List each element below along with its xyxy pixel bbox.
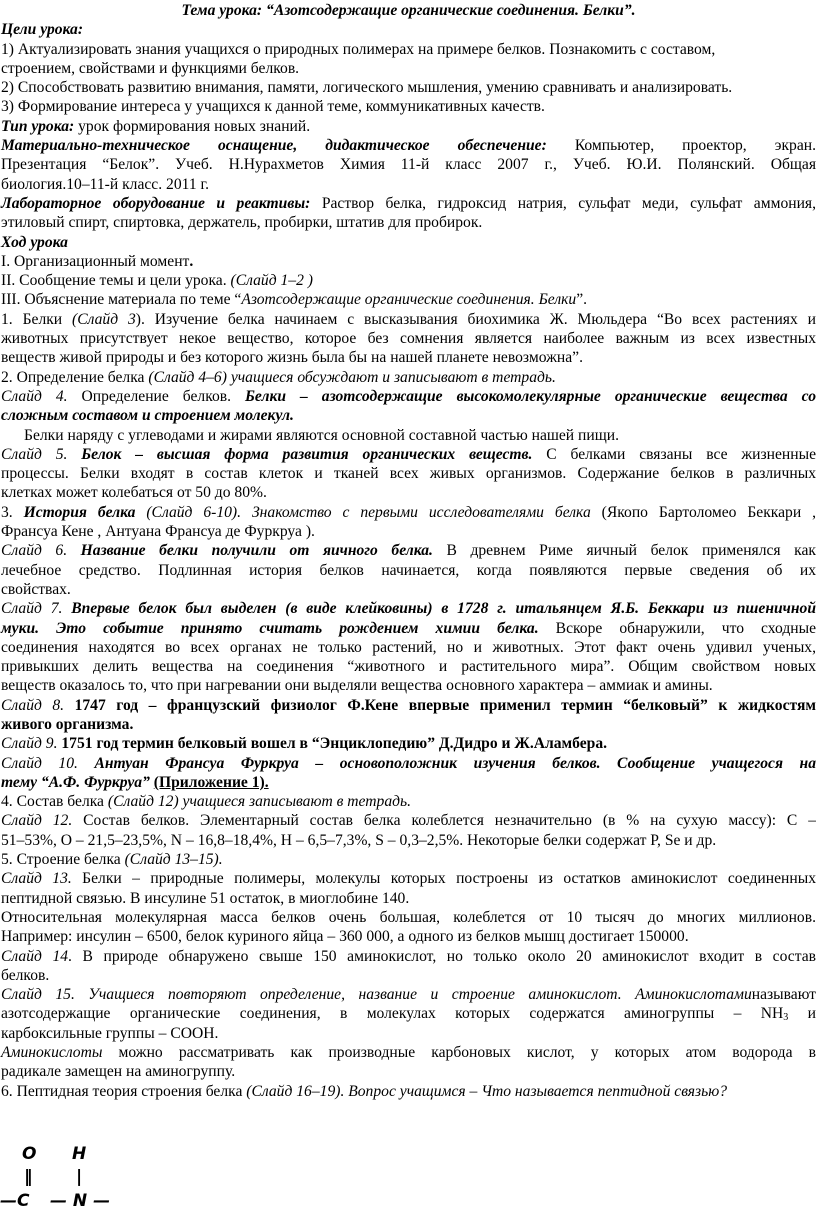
lab-line-1 <box>0 194 816 213</box>
lab-line-2: этиловый спирт, спиртовка, держатель, пробирки, штатив для пробирок. <box>1 214 483 232</box>
stage-3-end: ”. <box>576 291 588 309</box>
stage-1-dot: . <box>189 252 194 270</box>
peptide-bond-formula <box>0 1143 120 1214</box>
slide13-line-4: Например: инсулин – 6500, белок куриного яйца – 360 000, а одного из белков мышц достигает 150000. <box>1 928 689 946</box>
belki-line-2: животных присутствует некое вещество, которое без сомнения является наиболее важным из всех известных <box>1 330 816 348</box>
slide15-line-2 <box>0 1004 816 1023</box>
formula-nitrogen: — N — <box>50 1191 111 1211</box>
slide-13-text: Белки – природные полимеры, молекулы которых построены из остатков аминокислот соединенных <box>71 870 816 888</box>
belki-line-1 <box>0 310 816 329</box>
appendix-link[interactable]: (Приложение 1). <box>153 773 269 791</box>
definition-line-1 <box>0 368 816 387</box>
goal-1-line-1: 1) Актуализировать знания учащихся о природных полимерах на примере белков. Познакомить с составом, <box>1 40 716 58</box>
slide7-line-3: соединения находятся во всех органах не только растений, но и животных. Этот факт очень удивил ученых, <box>1 638 816 656</box>
belki-line-3: веществ живой природы и без которого жизнь была бы на нашей планете невозможна”. <box>1 349 583 367</box>
goal-1-line-2: строением, свойствами и функциями белков. <box>1 59 300 77</box>
structure-slide-note: (Слайд 13–15). <box>124 851 223 869</box>
course-heading: Ход урока <box>1 233 68 251</box>
equipment-line-2: Презентация “Белок”. Учеб. Н.Нурахметов Химия 11-й класс 2007 г., Учеб. Ю.И. Полянский. Общая <box>1 156 816 174</box>
composition-line-3: 51–53%, О – 21,5–23,5%, N – 16,8–18,4%, H – 6,5–7,3%, S – 0,3–2,5%. Некоторые белки содержат Р, Se и др. <box>1 831 717 849</box>
lesson-type-text: урок формирования новых знаний. <box>74 117 311 135</box>
slide-9-text: 1751 год термин белковый вошел в “Энциклопедию” Д.Дидро и Ж.Аламбера. <box>57 735 608 753</box>
belki-slide: (Слайд 3 <box>72 310 136 328</box>
stage-1 <box>0 252 816 271</box>
composition-slide-note: (Слайд 12) учащиеся записывают в тетрадь. <box>107 793 412 811</box>
slide9-line <box>0 734 816 753</box>
slide7-line-1 <box>0 599 816 618</box>
slide15-line-1 <box>0 985 816 1004</box>
slide-12-label: Слайд 12. <box>1 812 73 830</box>
definition-line-4: Белки наряду с углеводами и жирами являются основной составной частью нашей пищи. <box>24 426 619 444</box>
slide15-line-3: карбоксильные группы – COOH. <box>1 1024 219 1042</box>
composition-number: 4. Состав белка <box>1 793 108 811</box>
slide-8-text: 1747 год – французский физиолог Ф.Кене впервые применил термин “белковый” к жидкостям <box>64 696 816 714</box>
equipment-text-1: Компьютер, проектор, экран. <box>546 137 816 155</box>
stage-1-text: I. Организационный момент <box>1 252 190 270</box>
slide-5-emphasis: Белок – высшая форма развития органических веществ. <box>67 445 533 463</box>
stage-3-text: III. Объяснение материала по теме “ <box>1 291 242 309</box>
slide-14-text: . В природе обнаружено свыше 150 аминокислот, но только около 20 аминокислот входит в состав <box>68 947 816 965</box>
slide-7-emphasis: Впервые белок был выделен (в виде клейковины) в 1728 г. итальянцем Я.Б. Беккари из пшеничной <box>62 600 816 618</box>
slide-5-text: С белками связаны все жизненные <box>532 445 816 463</box>
formula-oxygen: O <box>22 1144 37 1164</box>
slide-6-emphasis: Название белки получили от яичного белка. <box>67 542 433 560</box>
slide14-line-1 <box>0 947 816 966</box>
slide-5-label: Слайд 5. <box>1 445 68 463</box>
slide15-line-4 <box>0 1043 816 1062</box>
lab-label: Лабораторное оборудование и реактивы: <box>1 194 311 212</box>
definition-line-3: сложным составом и строением молекул. <box>1 407 294 425</box>
slide7-line-5: веществ оказалось то, что при нагревании они выделяли вещества основного характера – аммиак и амины. <box>1 677 713 695</box>
stage-3 <box>0 290 816 309</box>
structure-line <box>0 850 816 869</box>
equipment-line-1 <box>0 136 816 155</box>
stage-2 <box>0 271 816 290</box>
amino-acids-term: Аминокислоты <box>1 1044 103 1062</box>
stage-3-topic: Азотсодержащие органические соединения. Белки <box>241 291 577 309</box>
slide-10-label: Слайд 10. <box>1 754 78 772</box>
history-title: История белка <box>23 503 136 521</box>
history-number: 3. <box>1 503 24 521</box>
slide-15-and: и <box>788 1005 816 1023</box>
slide-15-verb: называют <box>751 986 816 1004</box>
slide-15-text: Слайд 15. Учащиеся повторяют определение, название и строение аминокислот. Аминокислотами <box>1 986 752 1004</box>
slide-15-amino: азотсодержащие органические соединения, в молекулах которых содержатся аминогруппы – NH <box>1 1005 784 1023</box>
belki-number: 1. Белки <box>1 310 73 328</box>
slide-6-text: В древнем Риме яичный белок применялся как <box>432 542 816 560</box>
stage-2-text: II. Сообщение темы и цели урока. <box>1 272 231 290</box>
lesson-type <box>0 117 816 136</box>
goal-3: 3) Формирование интереса у учащихся к данной теме, коммуникативных качеств. <box>1 98 545 116</box>
slide10-line-2 <box>0 773 816 792</box>
slide10-line-1 <box>0 754 816 773</box>
slide5-line-3: клетках может колебаться от 50 до 80%. <box>1 484 267 502</box>
slide-7-text: Вскоре обнаружили, что сходные <box>538 619 816 637</box>
composition-line-1 <box>0 792 816 811</box>
peptide-number: 6. Пептидная теория строения белка <box>1 1082 247 1100</box>
slide7-line-2 <box>0 619 816 638</box>
stage-2-slide: (Слайд 1–2 ) <box>230 272 313 290</box>
formula-carbon: —C <box>0 1191 30 1211</box>
slide-10-text: Антуан Франсуа Фуркруа – основоположник изучения белков. Сообщение учащегося на <box>77 754 816 772</box>
peptide-question: (Слайд 16–19). Вопрос учащимся – Что называется пептидной связью? <box>246 1082 727 1100</box>
formula-single-bond: | <box>76 1167 83 1187</box>
slide6-line-2: лечебное средство. Подлинная история белков начинается, когда появляются первые сведения об их <box>1 561 816 579</box>
slide14-line-2: белков. <box>1 966 50 984</box>
slide-15-derivative: можно рассматривать как производные карбоновых кислот, у которых атом водорода в <box>102 1044 816 1062</box>
slide13-line-3: Относительная молекулярная масса белков очень большая, колеблется от 10 тысяч до многих миллионов. <box>1 908 816 926</box>
slide8-line-1 <box>0 696 816 715</box>
structure-number: 5. Строение белка <box>1 851 125 869</box>
slide-7-emphasis-2: муки. Это событие принято считать рождением химии белка. <box>1 619 539 637</box>
formula-double-bond: ‖ <box>24 1167 33 1187</box>
lab-text-1: Раствор белка, гидроксид натрия, сульфат меди, сульфат аммония, <box>310 194 816 212</box>
formula-hydrogen: H <box>72 1144 87 1164</box>
goals-heading: Цели урока: <box>1 21 84 39</box>
nh3-subscript: 3 <box>783 1012 789 1024</box>
goal-2: 2) Способствовать развитию внимания, памяти, логического мышления, умению сравнивать и анализировать. <box>1 79 733 97</box>
slide-4-text: Определение белков. <box>67 387 246 405</box>
history-line-1 <box>0 503 816 522</box>
equipment-line-3: биология.10–11-й класс. 2011 г. <box>1 175 210 193</box>
slide-4-definition: Белки – азотсодержащие высокомолекулярные органические вещества со <box>245 387 816 405</box>
slide6-line-1 <box>0 541 816 560</box>
composition-line-2 <box>0 811 816 830</box>
slide-14-label: Слайд 14 <box>1 947 69 965</box>
slide-8-label: Слайд 8. <box>1 696 65 714</box>
slide8-line-2: живого организма. <box>1 715 134 733</box>
slide-13-label: Слайд 13. <box>1 870 72 888</box>
peptide-line <box>0 1082 816 1101</box>
slide-12-text: Состав белков. Элементарный состав белка колеблется незначительно (в % на сухую массу): С – <box>72 812 816 830</box>
definition-line-2 <box>0 387 816 406</box>
definition-slide-note: (Слайд 4–6) учащиеся обсуждают и записывают в тетрадь. <box>148 368 556 386</box>
definition-number: 2. Определение белка <box>1 368 149 386</box>
slide-4-label: Слайд 4. <box>1 387 68 405</box>
slide5-line-1 <box>0 445 816 464</box>
lesson-type-label: Тип урока: <box>1 117 75 135</box>
slide7-line-4: привыкших делить вещества на соединения “животного и растительного мира”. Общим свойством новых <box>1 658 816 676</box>
slide13-line-2: пептидной связью. В инсулине 51 остаток, в миоглобине 140. <box>1 889 410 907</box>
slide-6-label: Слайд 6. <box>1 542 68 560</box>
slide15-line-5: радикале замещен на аминогруппу. <box>1 1063 236 1081</box>
lesson-title: Тема урока: “Азотсодержащие органические соединения. Белки”. <box>181 2 636 19</box>
slide-7-label: Слайд 7. <box>1 600 63 618</box>
history-slide-note: (Слайд 6-10). Знакомство с первыми исследователями белка <box>135 503 591 521</box>
belki-text-1: ). Изучение белка начинаем с высказывания биохимика Ж. Мюльдера “Во всех растениях и <box>135 310 816 328</box>
equipment-label: Материально-техническое оснащение, дидактическое обеспечение: <box>1 137 547 155</box>
history-line-2: Франсуа Кене , Антуана Франсуа де Фуркруа ). <box>1 523 315 541</box>
slide6-line-3: свойствах. <box>1 580 71 598</box>
slide-10-topic: тему “А.Ф. Фуркруа” <box>1 773 150 791</box>
history-names: (Якопо Бартоломео Беккари , <box>590 503 816 521</box>
slide5-line-2: процессы. Белки входят в состав клеток и тканей всех живых организмов. Содержание белков в различных <box>1 465 816 483</box>
slide13-line-1 <box>0 869 816 888</box>
slide-9-label: Слайд 9. <box>1 735 58 753</box>
